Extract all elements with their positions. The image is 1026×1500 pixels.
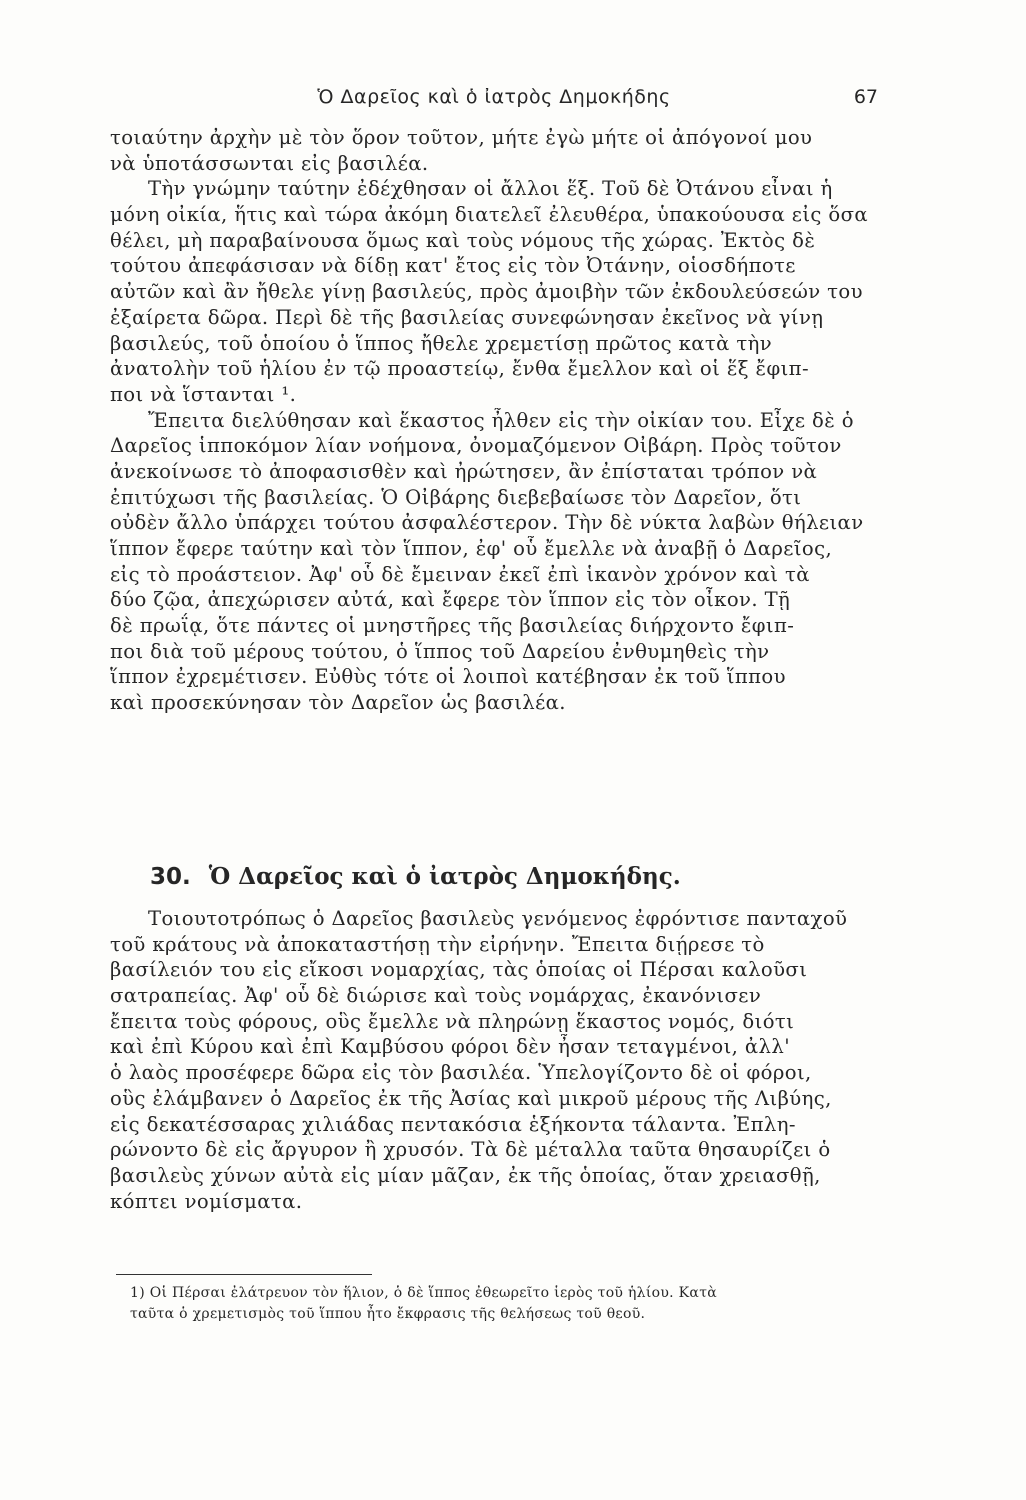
text-line: ἐπιτύχωσι τῆς βασιλείας. Ὁ Οἰβάρης διεβεβαίωσε τὸν Δαρεῖον, ὅτι [110, 485, 802, 509]
footnote-line: 1) Οἱ Πέρσαι ἐλάτρευον τὸν ἥλιον, ὁ δὲ ἵππος ἐθεωρεῖτο ἱερὸς τοῦ ἡλίου. Κατὰ [130, 1285, 717, 1301]
paragraph-start-line: Τοιουτοτρόπως ὁ Δαρεῖος βασιλεὺς γενόμενος ἐφρόντισε πανταχοῦ [148, 907, 848, 930]
text-line: τοῦ κράτους νὰ ἀποκαταστήσῃ τὴν εἰρήνην. Ἔπειτα διῄρεσε τὸ [110, 932, 765, 956]
footnote [130, 1283, 878, 1325]
text-line: ἵππον ἐχρεμέτισεν. Εὐθὺς τότε οἱ λοιποὶ κατέβησαν ἐκ τοῦ ἵππου [110, 665, 786, 689]
text-line: ἀνεκοίνωσε τὸ ἀποφασισθὲν καὶ ἠρώτησεν, ἂν ἐπίσταται τρόπον νὰ [110, 459, 818, 483]
paragraph-start-line: Ἔπειτα διελύθησαν καὶ ἕκαστος ἦλθεν εἰς τὴν οἰκίαν του. Εἶχε δὲ ὁ [148, 408, 854, 432]
text-line: μόνη οἰκία, ἥτις καὶ τώρα ἀκόμη διατελεῖ ἐλευθέρα, ὑπακούουσα εἰς ὅσα [110, 203, 869, 227]
text-line: αὐτῶν καὶ ἂν ἤθελε γίνῃ βασιλεύς, πρὸς ἀμοιβὴν τῶν ἐκδουλεύσεών του [110, 280, 863, 304]
text-line: βασιλεύς, τοῦ ὁποίου ὁ ἵππος ἤθελε χρεμετίσῃ πρῶτος κατὰ τὴν [110, 331, 773, 355]
text-line: δὲ πρωΐᾳ, ὅτε πάντες οἱ μνηστῆρες τῆς βασιλείας διήρχοντο ἔφιπ- [110, 614, 795, 638]
text-block-section-2 [110, 906, 878, 1214]
text-line: τούτου ἀπεφάσισαν νὰ δίδῃ κατ' ἔτος εἰς τὸν Ὀτάνην, οἱοσδήποτε [110, 254, 796, 278]
running-title: Ὁ Δαρεῖος καὶ ὁ ἰατρὸς Δημοκήδης [317, 86, 671, 108]
text-line: ἔπειτα τοὺς φόρους, οὓς ἔμελλε νὰ πληρώνῃ ἕκαστος νομός, διότι [110, 1009, 795, 1033]
text-line: ποι νὰ ἵστανται ¹. [110, 382, 297, 406]
text-line: δύο ζῷα, ἀπεχώρισεν αὐτά, καὶ ἔφερε τὸν ἵππον εἰς τὸν οἶκον. Τῇ [110, 588, 791, 612]
text-line: βασίλειόν του εἰς εἴκοσι νομαρχίας, τὰς ὁποίας οἱ Πέρσαι καλοῦσι [110, 958, 808, 982]
text-line: ἵππον ἔφερε ταύτην καὶ τὸν ἵππον, ἐφ' οὗ ἔμελλε νὰ ἀναβῇ ὁ Δαρεῖος, [110, 537, 833, 560]
text-line: τοιαύτην ἀρχὴν μὲ τὸν ὅρον τοῦτον, μήτε ἐγὼ μήτε οἱ ἀπόγονοί μου [110, 126, 813, 149]
text-line: εἰς δεκατέσσαρας χιλιάδας πεντακόσια ἑξήκοντα τάλαντα. Ἐπλη- [110, 1112, 796, 1136]
text-line: νὰ ὑποτάσσωνται εἰς βασιλέα. [110, 151, 429, 175]
running-header [110, 86, 878, 116]
text-line: οὐδὲν ἄλλο ὑπάρχει τούτου ἀσφαλέστερον. Τὴν δὲ νύκτα λαβὼν θήλειαν [110, 511, 864, 535]
text-line: οὓς ἐλάμβανεν ὁ Δαρεῖος ἐκ τῆς Ἀσίας καὶ μικροῦ μέρους τῆς Λιβύης, [110, 1086, 832, 1110]
text-block-section-1 [110, 125, 878, 716]
text-line: θέλει, μὴ παραβαίνουσα ὅμως καὶ τοὺς νόμους τῆς χώρας. Ἐκτὸς δὲ [110, 228, 816, 252]
text-line: καὶ προσεκύνησαν τὸν Δαρεῖον ὡς βασιλέα. [110, 691, 566, 715]
text-line: καὶ ἐπὶ Κύρου καὶ ἐπὶ Καμβύσου φόροι δὲν ἦσαν τεταγμένοι, ἀλλ' [110, 1035, 790, 1059]
text-line: ὁ λαὸς προσέφερε δῶρα εἰς τὸν βασιλέα. Ὑπελογίζοντο δὲ οἱ φόροι, [110, 1061, 812, 1085]
text-line: ἀνατολὴν τοῦ ἡλίου ἐν τῷ προαστείῳ, ἔνθα ἔμελλον καὶ οἱ ἕξ ἔφιπ- [110, 357, 809, 381]
text-line: ρώνοντο δὲ εἰς ἄργυρον ἢ χρυσόν. Τὰ δὲ μέταλλα ταῦτα θησαυρίζει ὁ [110, 1138, 831, 1162]
footnote-line: ταῦτα ὁ χρεμετισμὸς τοῦ ἵππου ἦτο ἔκφρασις τῆς θελήσεως τοῦ θεοῦ. [130, 1306, 646, 1322]
text-line: εἰς τὸ προάστειον. Ἀφ' οὗ δὲ ἔμειναν ἐκεῖ ἐπὶ ἱκανὸν χρόνον καὶ τὰ [110, 562, 810, 586]
section-heading [150, 860, 850, 894]
footnote-divider [116, 1274, 372, 1275]
page-number: 67 [853, 86, 878, 108]
section-number: 30. [150, 864, 191, 890]
text-line: βασιλεὺς χύνων αὐτὰ εἰς μίαν μᾶζαν, ἐκ τῆς ὁποίας, ὅταν χρειασθῇ, [110, 1163, 821, 1187]
text-line: ποι διὰ τοῦ μέρους τούτου, ὁ ἵππος τοῦ Δαρείου ἐνθυμηθεὶς τὴν [110, 639, 770, 663]
text-line: Δαρεῖος ἱπποκόμον λίαν νοήμονα, ὀνομαζόμενον Οἰβάρη. Πρὸς τοῦτον [110, 434, 842, 458]
text-line: σατραπείας. Ἀφ' οὗ δὲ διώρισε καὶ τοὺς νομάρχας, ἐκανόνισεν [110, 984, 762, 1008]
text-line: ἐξαίρετα δῶρα. Περὶ δὲ τῆς βασιλείας συνεφώνησαν ἐκεῖνος νὰ γίνῃ [110, 305, 824, 329]
text-line: κόπτει νομίσματα. [110, 1189, 303, 1213]
section-title: Ὁ Δαρεῖος καὶ ὁ ἰατρὸς Δημοκήδης. [208, 863, 681, 890]
paragraph-start-line: Τὴν γνώμην ταύτην ἐδέχθησαν οἱ ἄλλοι ἕξ. Τοῦ δὲ Ὀτάνου εἶναι ἡ [148, 177, 833, 201]
